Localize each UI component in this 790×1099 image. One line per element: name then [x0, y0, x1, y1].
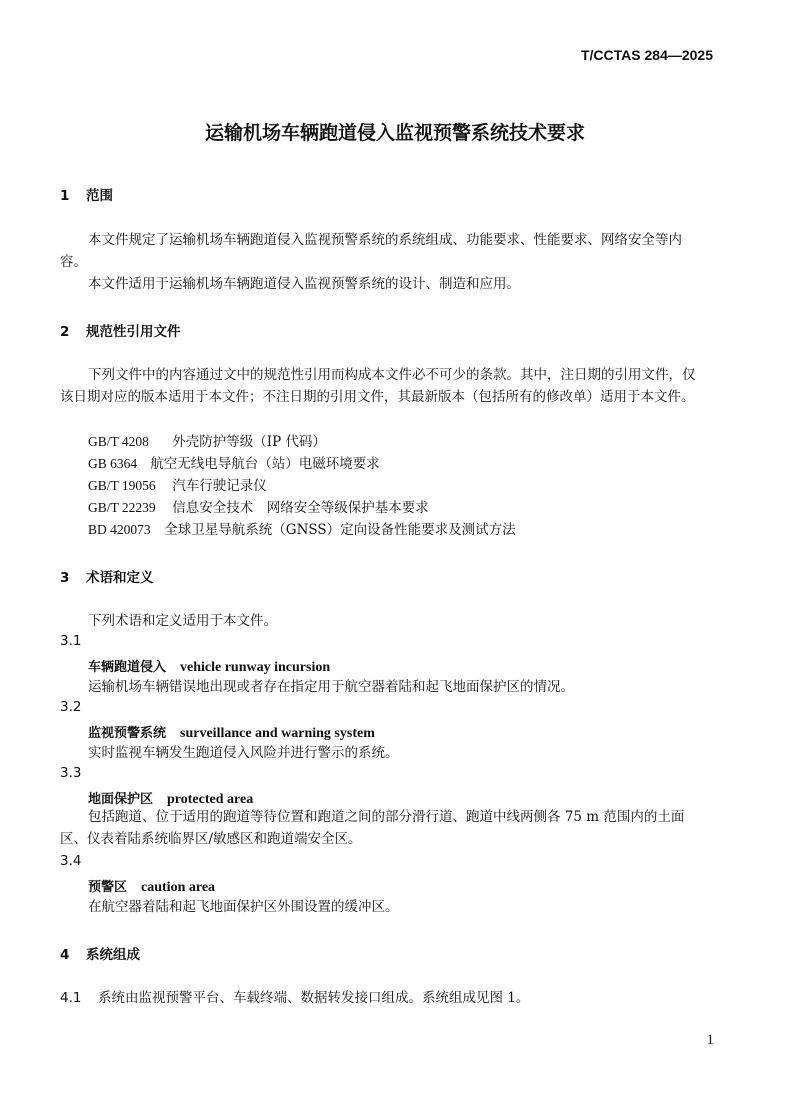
reference-title: 航空无线电导航台（站）电磁环境要求 — [150, 456, 380, 472]
section-1-paragraph-2: 本文件适用于运输机场车辆跑道侵入监视预警系统的设计、制造和应用。 — [88, 276, 520, 292]
reference-title: 外壳防护等级（IP 代码） — [172, 434, 327, 450]
section-2-heading — [60, 320, 181, 340]
section-number: 4 — [60, 947, 70, 963]
term-definition: 在航空器着陆和起飞地面保护区外围设置的缓冲区。 — [88, 899, 399, 915]
term-definition: 实时监视车辆发生跑道侵入风险并进行警示的系统。 — [88, 745, 399, 761]
section-number: 3 — [60, 570, 70, 586]
term-en: caution area — [141, 880, 216, 895]
reference-title: 信息安全技术 网络安全等级保护基本要求 — [172, 500, 429, 516]
normative-reference — [88, 476, 267, 496]
term-heading — [88, 788, 253, 808]
reference-id: GB/T 19056 — [88, 478, 156, 493]
term-heading — [88, 656, 330, 676]
clause-text: 系统由监视预警平台、车载终端、数据转发接口组成。系统组成见图 1。 — [98, 990, 530, 1006]
term-heading — [88, 722, 375, 742]
section-3-paragraph-1: 下列术语和定义适用于本文件。 — [88, 613, 277, 629]
reference-id: GB/T 22239 — [88, 500, 156, 515]
term-zh: 车辆跑道侵入 — [88, 660, 167, 675]
normative-reference — [88, 520, 516, 540]
term-zh: 地面保护区 — [88, 792, 154, 807]
standard-code: T/CCTAS 284—2025 — [580, 47, 713, 63]
clause-number: 3.4 — [60, 853, 82, 869]
reference-id: BD 420073 — [88, 522, 151, 537]
section-title: 术语和定义 — [86, 570, 154, 586]
section-1-heading — [60, 184, 113, 204]
reference-title: 全球卫星导航系统（GNSS）定向设备性能要求及测试方法 — [164, 522, 516, 538]
reference-title: 汽车行驶记录仪 — [172, 478, 267, 494]
term-heading — [88, 876, 215, 896]
section-title: 范围 — [86, 188, 113, 204]
normative-reference — [88, 432, 326, 452]
term-en: protected area — [167, 792, 254, 807]
reference-id: GB/T 4208 — [88, 434, 149, 449]
clause-number: 3.3 — [60, 765, 82, 781]
term-en: vehicle runway incursion — [180, 660, 331, 675]
term-definition: 包括跑道、位于适用的跑道等待位置和跑道之间的部分滑行道、跑道中线两侧各 75 m 范围内的土面区、仪表着陆系统临界区/敏感区和跑道端安全区。 — [60, 809, 685, 847]
page-number: 1 — [706, 1032, 714, 1048]
reference-id: GB 6364 — [88, 456, 138, 471]
term-en: surveillance and warning system — [180, 726, 375, 741]
section-1-paragraph-1: 本文件规定了运输机场车辆跑道侵入监视预警系统的系统组成、功能要求、性能要求、网络安全等内容。 — [60, 232, 682, 270]
term-zh: 监视预警系统 — [88, 726, 167, 741]
normative-reference — [88, 454, 380, 474]
section-title: 规范性引用文件 — [86, 324, 181, 340]
section-title: 系统组成 — [86, 947, 140, 963]
clause-number: 3.2 — [60, 699, 82, 715]
clause-number: 4.1 — [60, 990, 82, 1006]
section-2-paragraph-1: 下列文件中的内容通过文中的规范性引用而构成本文件必不可少的条款。其中，注日期的引用文件，仅该日期对应的版本适用于本文件；不注日期的引用文件，其最新版本（包括所有的修改单）适用于本文件。 — [60, 367, 696, 405]
clause-number: 3.1 — [60, 633, 82, 649]
document-title: 运输机场车辆跑道侵入监视预警系统技术要求 — [204, 122, 585, 144]
section-number: 2 — [60, 324, 70, 340]
normative-reference — [88, 498, 429, 518]
clause-4-1 — [60, 988, 529, 1008]
section-number: 1 — [60, 188, 70, 204]
term-definition: 运输机场车辆错误地出现或者存在指定用于航空器着陆和起飞地面保护区的情况。 — [88, 679, 574, 695]
section-3-heading — [60, 566, 154, 586]
section-4-heading — [60, 943, 140, 963]
term-zh: 预警区 — [88, 880, 128, 895]
